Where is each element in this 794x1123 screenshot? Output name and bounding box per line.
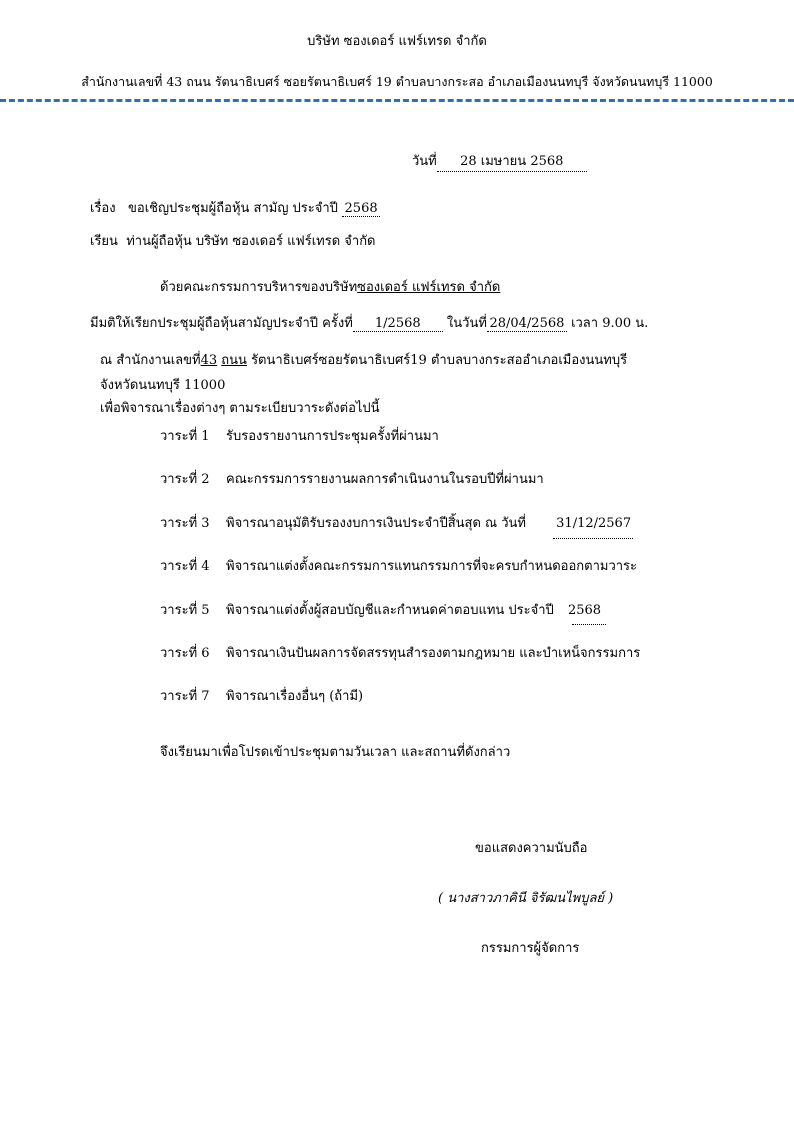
subject-text: ขอเชิญประชุมผู้ถือหุ้น สามัญ ประจำปี bbox=[128, 201, 338, 216]
company-address: สำนักงานเลขที่ 43 ถนน รัตนาธิเบศร์ ซอยรัตนาธิเบศร์ 19 ตำบลบางกระสอ อำเภอเมืองนนทบุรี จังหวัดนนทบุรี 11000 bbox=[81, 74, 713, 89]
agenda-text: พิจารณาเรื่องอื่นๆ (ถ้ามี) bbox=[226, 689, 364, 704]
subject-year: 2568 bbox=[342, 201, 380, 217]
to-text: ท่านผู้ถือหุ้น บริษัท ซองเดอร์ แฟร์เทรด จำกัด bbox=[126, 234, 376, 249]
location-prefix: ณ สำนักงานเลขที่ bbox=[100, 353, 201, 368]
agenda-item bbox=[160, 685, 363, 706]
closing-line: จึงเรียนมาเพื่อโปรดเข้าประชุมตามวันเวลา และสถานที่ดังกล่าว bbox=[160, 745, 511, 760]
meeting-date: 28/04/2568 bbox=[487, 316, 567, 332]
location-line-1 bbox=[100, 349, 627, 370]
agenda-text: พิจารณาแต่งตั้งผู้สอบบัญชีและกำหนดค่าตอบแทน ประจำปี bbox=[226, 603, 554, 618]
agenda-text: พิจารณาอนุมัติรับรองงบการเงินประจำปีสิ้นสุด ณ วันที่ bbox=[226, 516, 527, 531]
signature-regards: ขอแสดงความนับถือ bbox=[475, 841, 588, 856]
signature-name: ( นางสาวภาคินี จิรัฒนไพบูลย์ ) bbox=[438, 891, 614, 906]
agenda-year-dotline bbox=[572, 624, 606, 625]
agenda-text: รับรองรายงานการประชุมครั้งที่ผ่านมา bbox=[226, 429, 439, 444]
location-road: ถนน bbox=[221, 353, 247, 368]
agenda-number: วาระที่ 3 bbox=[160, 516, 210, 531]
agenda-text: คณะกรรมการรายงานผลการดำเนินงานในรอบปีที่ผ่านมา bbox=[226, 472, 544, 487]
agenda-item bbox=[160, 468, 544, 489]
date-label: วันที่ bbox=[412, 154, 437, 169]
header-divider bbox=[0, 99, 794, 102]
body-prefix: ด้วยคณะกรรมการบริหารของบริษัท bbox=[160, 280, 358, 295]
purpose-line: เพื่อพิจารณาเรื่องต่างๆ ตามระเบียบวาระดังต่อไปนี้ bbox=[100, 401, 380, 416]
location-rest: รัตนาธิเบศร์ซอยรัตนาธิเบศร์19 ตำบลบางกระสออำเภอเมืองนนทบุรี bbox=[251, 353, 628, 368]
agenda-number: วาระที่ 1 bbox=[160, 429, 210, 444]
agenda-text: พิจารณาแต่งตั้งคณะกรรมการแทนกรรมการที่จะครบกำหนดออกตามวาระ bbox=[226, 559, 638, 574]
agenda-number: วาระที่ 2 bbox=[160, 472, 210, 487]
agenda-number: วาระที่ 5 bbox=[160, 603, 210, 618]
agenda-text: พิจารณาเงินปันผลการจัดสรรทุนสำรองตามกฎหมาย และบำเหน็จกรรมการ bbox=[226, 646, 641, 661]
agenda-number: วาระที่ 4 bbox=[160, 559, 210, 574]
body-company: ซองเดอร์ แฟร์เทรด จำกัด bbox=[357, 280, 501, 295]
agenda-date: 31/12/2567 bbox=[556, 516, 632, 531]
location-line-2: จังหวัดนนทบุรี 11000 bbox=[100, 378, 226, 393]
to-line bbox=[90, 230, 376, 251]
agenda-item bbox=[160, 512, 631, 533]
agenda-number: วาระที่ 6 bbox=[160, 646, 210, 661]
meeting-date-label: ในวันที่ bbox=[446, 316, 487, 331]
agenda-item bbox=[160, 599, 601, 620]
subject-label: เรื่อง bbox=[90, 201, 116, 216]
date-value: 28 เมษายน 2568 bbox=[437, 150, 587, 172]
meeting-number: 1/2568 bbox=[353, 316, 443, 332]
agenda-item bbox=[160, 425, 439, 446]
agenda-date-dotline bbox=[553, 538, 633, 539]
to-label: เรียน bbox=[90, 234, 118, 249]
agenda-year: 2568 bbox=[567, 603, 602, 618]
signature-position: กรรมการผู้จัดการ bbox=[481, 941, 580, 956]
company-name: บริษัท ซองเดอร์ แฟร์เทรด จำกัด bbox=[307, 34, 487, 49]
body-line-2 bbox=[90, 312, 648, 333]
agenda-number: วาระที่ 7 bbox=[160, 689, 210, 704]
meeting-time: เวลา 9.00 น. bbox=[571, 316, 649, 331]
agenda-item bbox=[160, 642, 640, 663]
body-line-1 bbox=[160, 276, 500, 297]
meeting-prefix: มีมติให้เรียกประชุมผู้ถือหุ้นสามัญประจำปี ครั้งที่ bbox=[90, 316, 353, 331]
date-line bbox=[412, 150, 587, 172]
agenda-item bbox=[160, 555, 637, 576]
location-number: 43 bbox=[200, 353, 218, 368]
subject-line bbox=[90, 197, 380, 218]
